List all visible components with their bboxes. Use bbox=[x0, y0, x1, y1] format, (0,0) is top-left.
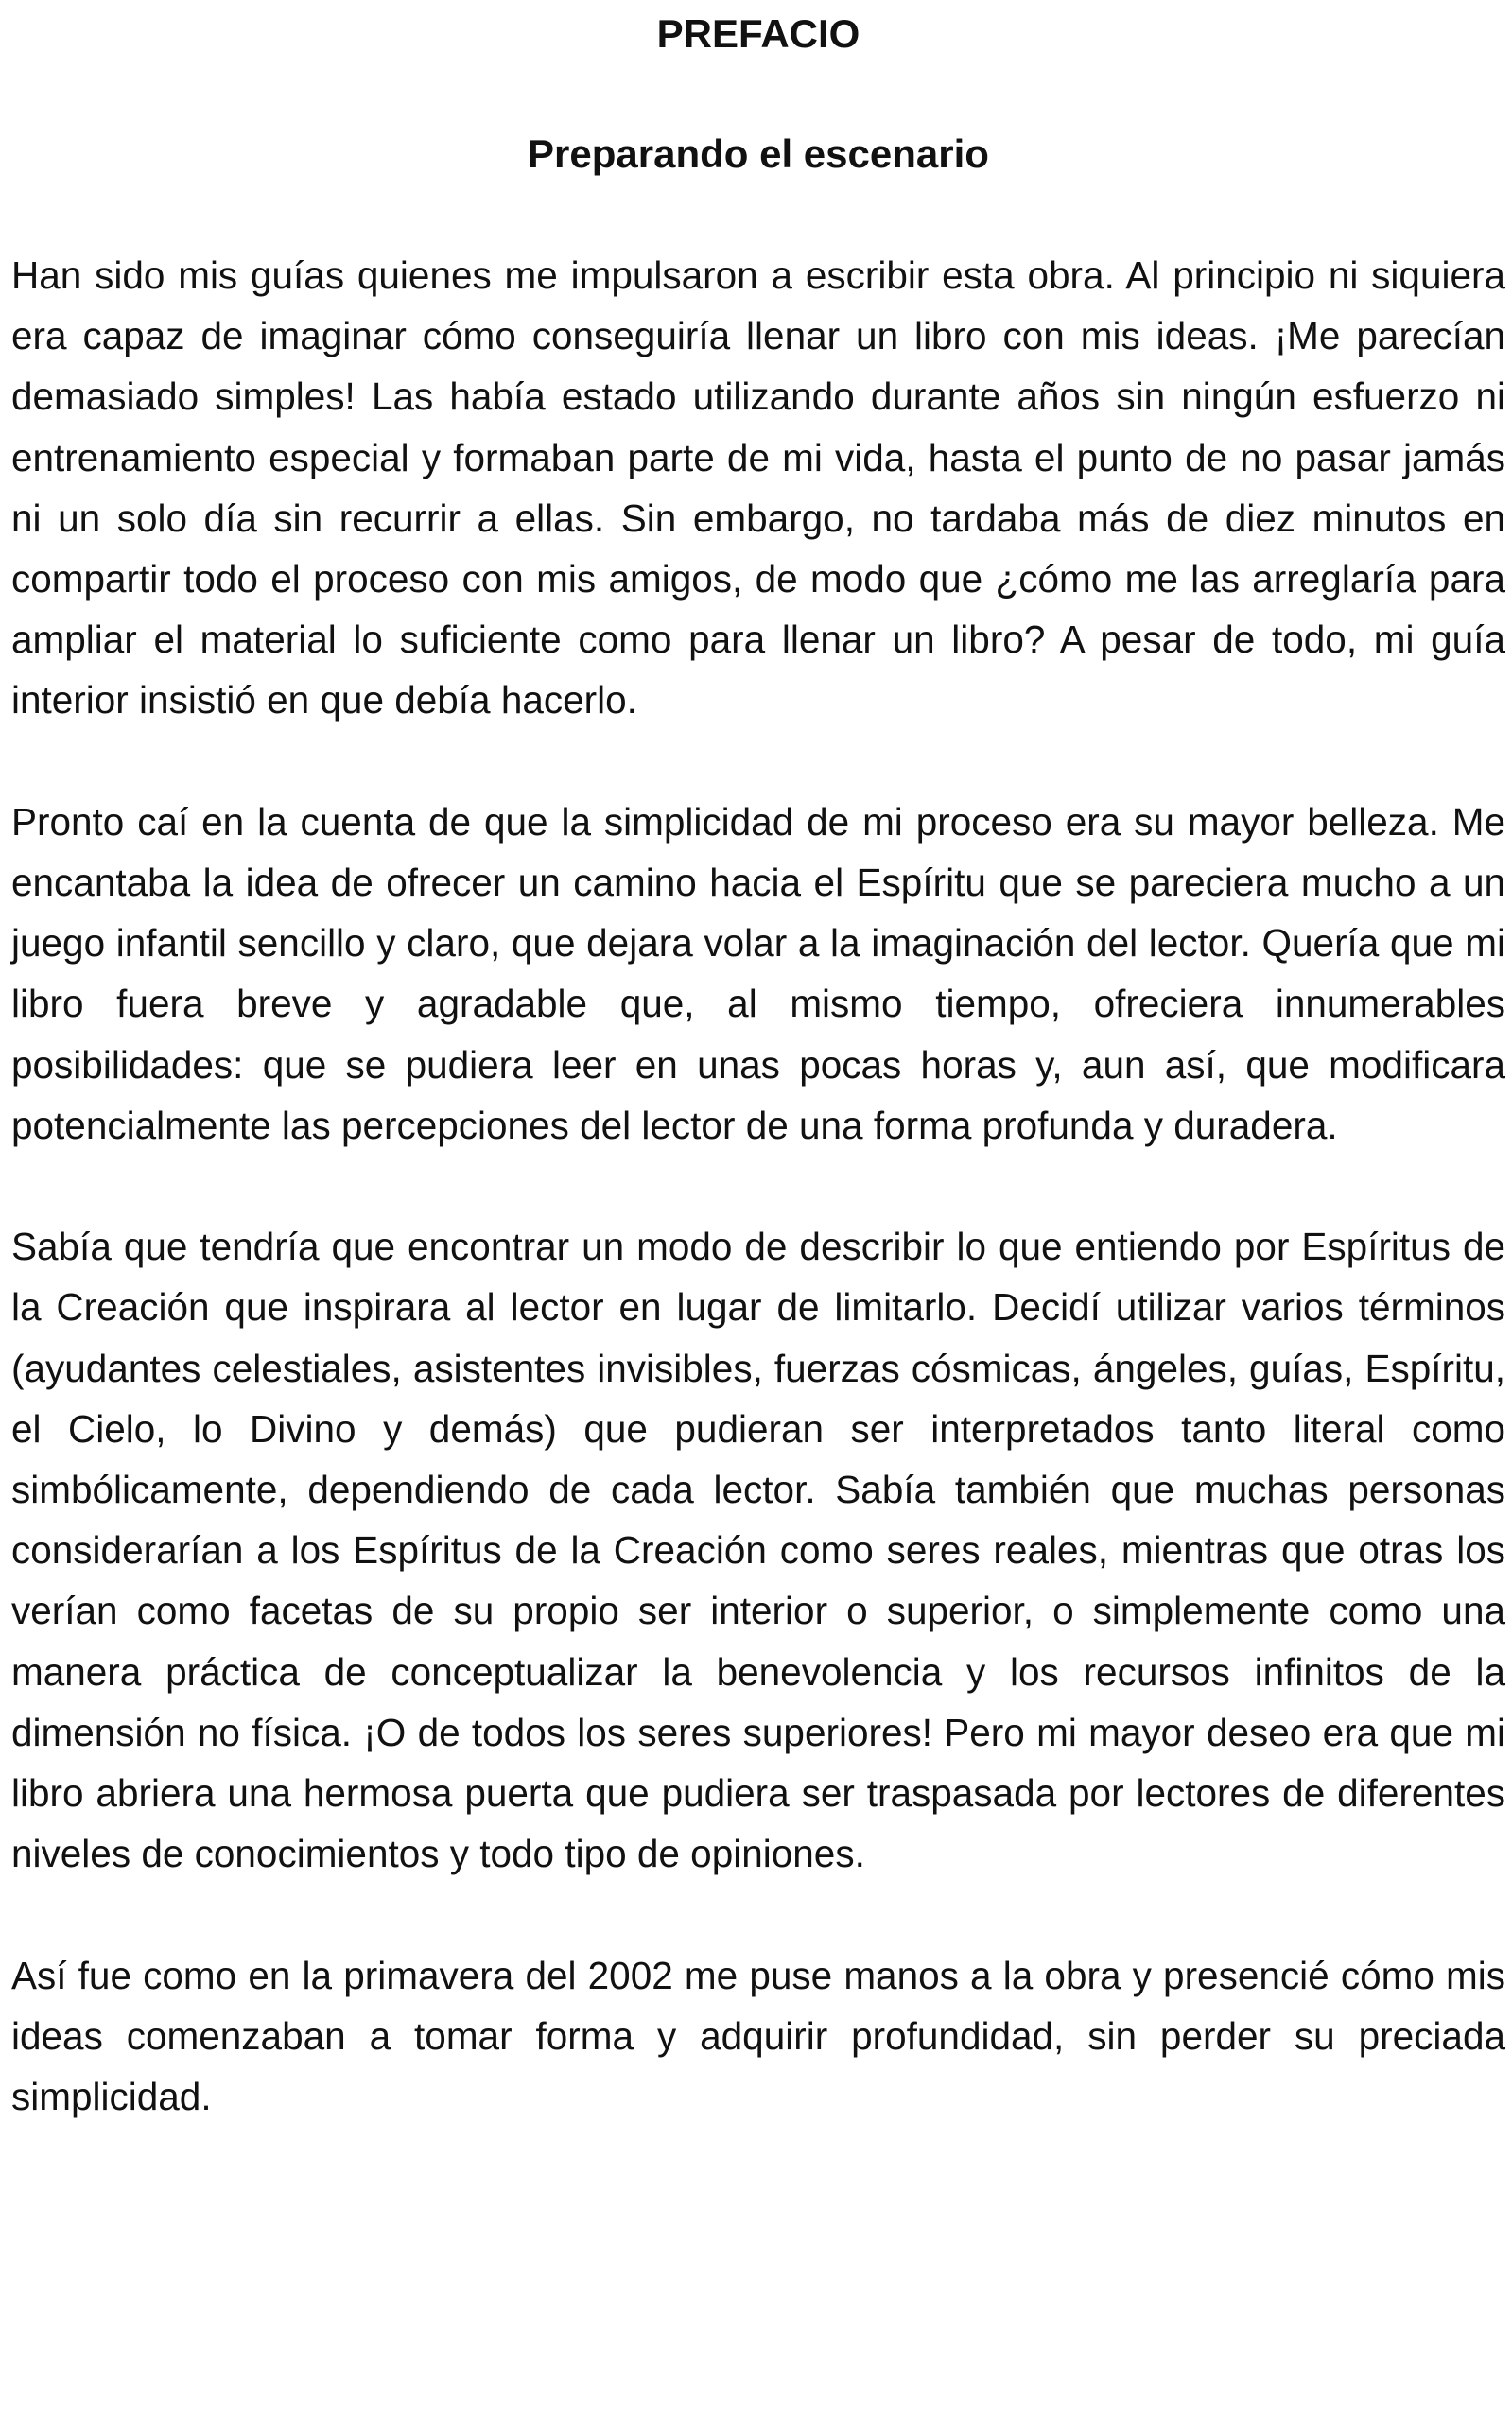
paragraph-2: Pronto caí en la cuenta de que la simplicidad de mi proceso era su mayor belleza. Me encantaba la idea de ofrecer un camino hacia el Espíritu que se pareciera mucho a un juego infantil sencillo y claro, que dejara volar a la imaginación del lector. Quería que mi libro fuera breve y agradable que, al mismo tiempo, ofreciera innumerables posibilidades: que se pudiera leer en unas pocas horas y, aun así, que modificara potencialmente las percepciones del lector de una forma profunda y duradera. bbox=[11, 799, 1505, 1147]
paragraph-4: Así fue como en la primavera del 2002 me puse manos a la obra y presencié cómo mis ideas comenzaban a tomar forma y adquirir profundidad, sin perder su preciada simplicidad. bbox=[11, 1953, 1505, 2119]
chapter-subtitle: Preparando el escenario bbox=[528, 131, 989, 176]
document-page bbox=[11, 0, 1505, 2127]
body-text bbox=[11, 245, 1505, 2127]
chapter-title: PREFACIO bbox=[656, 11, 860, 56]
paragraph-3: Sabía que tendría que encontrar un modo de describir lo que entiendo por Espíritus de la Creación que inspirara al lector en lugar de limitarlo. Decidí utilizar varios términos (ayudantes celestiales, asistentes invisibles, fuerzas cósmicas, ángeles, guías, Espíritu, el Cielo, lo Divino y demás) que pudieran ser interpretados tanto literal como simbólicamente, dependiendo de cada lector. Sabía también que muchas personas considerarían a los Espíritus de la Creación como seres reales, mientras que otras los verían como facetas de su propio ser interior o superior, o simplemente como una manera práctica de conceptualizar la benevolencia y los recursos infinitos de la dimensión no física. ¡O de todos los seres superiores! Pero mi mayor deseo era que mi libro abriera una hermosa puerta que pudiera ser traspasada por lectores de diferentes niveles de conocimientos y todo tipo de opiniones. bbox=[11, 1225, 1505, 1876]
paragraph-1: Han sido mis guías quienes me impulsaron a escribir esta obra. Al principio ni siquiera era capaz de imaginar cómo conseguiría llenar un libro con mis ideas. ¡Me parecían demasiado simples! Las había estado utilizando durante años sin ningún esfuerzo ni entrenamiento especial y formaban parte de mi vida, hasta el punto de no pasar jamás ni un solo día sin recurrir a ellas. Sin embargo, no tardaba más de diez minutos en compartir todo el proceso con mis amigos, de modo que ¿cómo me las arreglaría para ampliar el material lo suficiente como para llenar un libro? A pesar de todo, mi guía interior insistió en que debía hacerlo. bbox=[11, 253, 1505, 723]
